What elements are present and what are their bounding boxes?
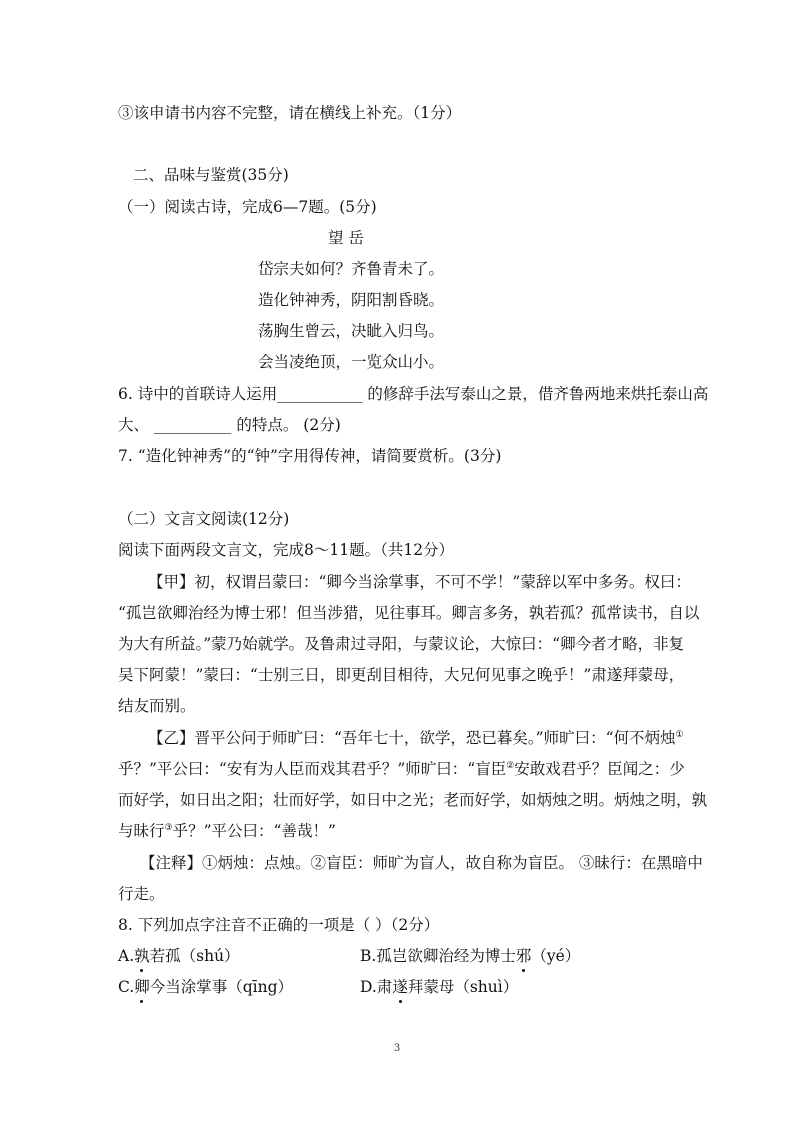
dotted-char: 卿 [134,978,150,996]
dotted-char: 遂 [392,978,408,996]
part-2-title: （二）文言文阅读(12分) [118,510,290,528]
option-b: B.孤岂欲卿治经为博士邪（yé） [360,947,581,965]
annotation-line-1: 【注释】①炳烛：点烛。②盲臣：师旷为盲人，故自称为盲臣。 ③昧行：在黑暗中 [140,854,703,872]
passage-jia-line: 【甲】初，权谓吕蒙曰：“卿今当涂掌事，不可不学！”蒙辞以军中多务。权曰： [148,573,691,591]
question-3-line: ③该申请书内容不完整，请在横线上补充。（1分） [118,104,462,122]
question-8-line: 8. 下列加点字注音不正确的一项是（ ）（2分） [118,916,440,934]
question-6-line-2: 大、 __________ 的特点。 (2分) [118,416,341,434]
passage-yi-text: 安敢戏君乎？臣闻之：少 [514,760,685,778]
annotation-line-2: 行走。 [118,885,165,903]
passage-jia-line: 吴下阿蒙！”蒙曰：“士别三日，即更刮目相待，大兄何见事之晚乎！”肃遂拜蒙母， [118,666,685,684]
passage-yi-text: 乎？”平公曰：“善哉！” [172,822,336,840]
part-1-title: （一）阅读古诗，完成6—7题。(5分) [118,198,377,216]
poem-title: 望 岳 [328,229,364,247]
footnote-marker: ② [506,760,515,771]
passage-yi-line-3: 而好学，如日出之阳；壮而好学，如日中之光；老而好学，如炳烛之明。炳烛之明，孰 [118,791,708,809]
passage-jia-line: 为大有所益。”蒙乃始就学。及鲁肃过寻阳，与蒙议论，大惊曰：“卿今者才略，非复 [118,635,685,653]
dotted-char: 邪 [515,947,532,965]
poem-line: 岱宗夫如何？齐鲁青未了。 [258,260,445,278]
passage-yi-line-2 [118,759,685,779]
footnote-marker: ③ [164,822,173,833]
poem-line: 荡胸生曾云，决眦入归鸟。 [258,322,445,340]
question-6-line-1: 6. 诗中的首联诗人运用___________ 的修辞手法写泰山之景，借齐鲁两地来烘托泰山高 [118,385,709,403]
passage-yi-text: 【乙】晋平公问于师旷曰：“吾年七十，欲学，恐已暮矣。”师旷曰：“何不炳烛 [148,729,676,747]
passage-yi-text: 与昧行 [118,822,165,840]
option-d: D.肃遂拜蒙母（shuì） [360,978,519,996]
page-number: 3 [393,1043,401,1054]
passage-yi-line-4 [118,821,336,841]
option-c: C.卿今当涂掌事（qīng） [118,978,294,996]
part-2-intro: 阅读下面两段文言文，完成8～11题。（共12分） [118,541,455,559]
dotted-char: 孰 [134,947,150,965]
section-2-title: 二、品味与鉴赏(35分) [133,166,289,184]
passage-yi-text: 乎？”平公曰：“安有为人臣而戏其君乎？”师旷曰：“盲臣 [118,760,507,778]
footnote-marker: ① [675,729,684,740]
passage-jia-line: “孤岂欲卿治经为博士邪！但当涉猎，见往事耳。卿言多务，孰若孤？孤常读书，自以 [118,604,700,622]
poem-line: 造化钟神秀，阴阳割昏晓。 [258,291,445,309]
passage-yi-line-1 [148,728,684,748]
option-a: A.孰若孤（shú） [118,947,240,965]
poem-line: 会当凌绝顶，一览众山小。 [258,353,445,371]
passage-jia-line: 结友而别。 [118,697,196,715]
question-7-line: 7. “造化钟神秀”的“钟”字用得传神，请简要赏析。(3分) [118,447,502,465]
